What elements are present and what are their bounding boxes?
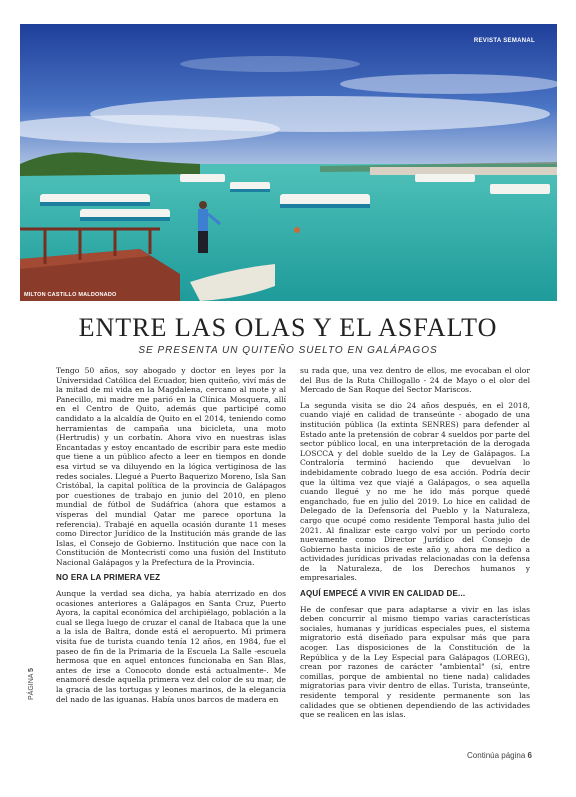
section-tag: REVISTA SEMANAL [473, 38, 535, 44]
right-column [300, 366, 530, 726]
paragraph: su rada que, una vez dentro de ellos, me evocaban el olor del Bus de la Ruta Chillogallo - 24 de Mayo o el olor del Mercado de San Roque del Sector Mariscos. [300, 366, 530, 395]
article-subtitle: SE PRESENTA UN QUITEÑO SUELTO EN GALÁPAGOS [138, 345, 438, 356]
left-column [56, 366, 286, 710]
harbor-scene-image [20, 24, 557, 301]
section-heading: NO ERA LA PRIMERA VEZ [56, 573, 161, 583]
section-heading: AQUÍ EMPECÉ A VIVIR EN CALIDAD DE... [300, 589, 466, 599]
article-title: ENTRE LAS OLAS Y EL ASFALTO [78, 313, 498, 342]
paragraph: La segunda visita se dio 24 años después, en el 2018, cuando viajé en calidad de transeúnte - abogado de una institución pública (la extinta SENRES) para defender al Estado ante la pretensión de cobrar 4 sueldos por parte del sector público local, en una interpretación de la derogada LOSCCA y del doble sueldo de la Ley de Galápagos. La Contraloría terminó haciendo que devuelvan lo indebidamente cobrado luego de esa acción. Podría decir que la última vez que viajé a Galápagos, o sea aquella cuando llegué y no me he ido más porque quedé enganchado, fue en julio del 2019. Lo hice en calidad de Delegado de la Defensoría del Pueblo y la Naturaleza, cargo que ocupé como residente Temporal hasta julio del 2021. Al finalizar este cargo volví por un período corto nuevamente como Director Jurídico del Consejo de Gobierno hasta inicios de este año y, ahora me dedico a actividades jurídicas privadas relacionadas con la defensa de la Naturaleza, de los Derechos humanos y empresariales. [300, 400, 530, 583]
page-number: 5 [28, 668, 35, 672]
hero-photo [20, 24, 557, 301]
paragraph: He de confesar que para adaptarse a vivir en las islas deben concurrir al mismo tiempo varias características sociales, humanas y jurídicas especiales pues, el sistema migratorio está diseñado para expulsar más que para acoger. Las disposiciones de la Constitución de la República y de la Ley Especial para Galápagos (LOREG), crean por razones de carácter "ambiental" (sí, entre comillas, porque de ambiental no tiene nada) calidades migratorias para vivir dentro de ellas. Turista, transeúnte, residente temporal y residente permanente son las calidades que se obtienen dependiendo de las actividades que se realicen en las islas. [300, 604, 530, 720]
page-word: PÁGINA [28, 673, 35, 700]
paragraph: Aunque la verdad sea dicha, ya había aterrizado en dos ocasiones anteriores a Galápagos en Santa Cruz, Puerto Ayora, la capital económica del archipiélago, población a la cual se llega luego de cruzar el canal de Itabaca que la une a la isla de Baltra, donde está el aeropuerto. Mi primera visita fue de turista cuando tenía 12 años, en 1984, fue el paseo de fin de la Primaria de la Escuela La Salle -escuela hermosa que en aquel entonces funcionaba en San Blas, antes de irse a Conocoto donde está actualmente-. Me enamoré desde aquella primera vez del color de su mar, de la gracia de las tortugas y leones marinos, de la elegancia del nado de las iguanas. Había unos barcos de madera en [56, 589, 286, 704]
photo-credit: MILTON CASTILLO MALDONADO [24, 292, 117, 298]
paragraph: Tengo 50 años, soy abogado y doctor en leyes por la Universidad Católica del Ecuador, bien quiteño, viví más de la mitad de mi vida en la Magdalena, cercano al mote y al Panecillo, mi madre me parió en la Clínica Mosquera, allí en el Centro de Quito, además que participé como candidato a la alcaldía de Quito en el 2014, teniendo como herramientas de campaña una bicicleta, una moto (Hertrudis) y un corbatín. Ahora vivo en nuestras islas Encantadas y estoy encantado de escribir para este medio que tiene a un público afecto a leer en tiempos en donde esa virtud se va diluyendo en la lógica vertiginosa de las redes sociales. Llegué a Puerto Baquerizo Moreno, Isla San Cristóbal, la capital política de la provincia de Galápagos por cuestiones de trabajo en junio del 2010, en pleno mundial de fútbol de Sudáfrica (ahora que estamos a vísperas del mundial Qatar me parece oportuna la referencia). Trabajé en aquella ocasión durante 11 meses como Director Jurídico de la Institución más grande de las Islas, el Consejo de Gobierno. Institución que nace con la Constitución de Montecristi como una fusión del Instituto Nacional Galápagos y la Prefectura de la Provincia. [56, 366, 286, 567]
continue-page-number: 6 [527, 751, 532, 760]
continue-text: Continúa página [467, 751, 526, 760]
page-number-side [28, 640, 40, 700]
continue-note [467, 751, 532, 760]
